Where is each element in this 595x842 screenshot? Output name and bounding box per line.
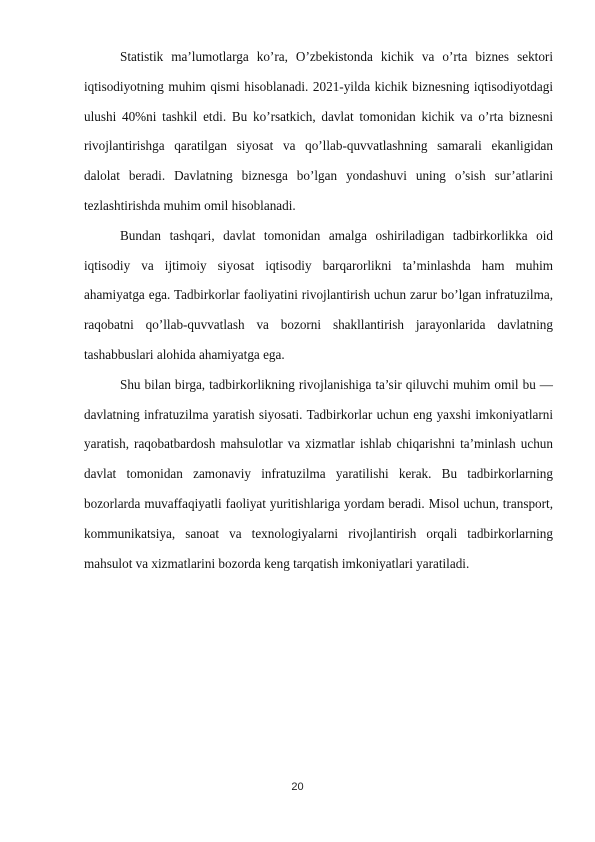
paragraph-1: Statistik ma’lumotlarga ko’ra, O’zbekistonda kichik va o’rta biznes sektori iqtisodiyotning muhim qismi hisoblanadi. 2021-yilda kichik biznesning iqtisodiyotdagi ulushi 40%ni tashkil etdi. Bu ko’rsatkich, davlat tomonidan kichik va o’rta biznesni rivojlantirishga qaratilgan siyosat va qo’llab-quvvatlashning samarali ekanligidan dalolat beradi. Davlatning biznesga bo’lgan yondashuvi uning o’sish sur’atlarini tezlashtirishda muhim omil hisoblanadi.: [84, 49, 553, 213]
paragraph-3: Shu bilan birga, tadbirkorlikning rivojlanishiga ta’sir qiluvchi muhim omil bu — davlatning infratuzilma yaratish siyosati. Tadbirkorlar uchun eng yaxshi imkoniyatlarni yaratish, raqobatbardosh mahsulotlar va xizmatlar ishlab chiqarishni ta’minlash uchun davlat tomonidan zamonaviy infratuzilma yaratilishi kerak. Bu tadbirkorlarning bozorlarda muvaffaqiyatli faoliyat yuritishlariga yordam beradi. Misol uchun, transport, kommunikatsiya, sanoat va texnologiyalarni rivojlantirish orqali tadbirkorlarning mahsulot va xizmatlarini bozorda keng tarqatish imkoniyatlari yaratiladi.: [84, 376, 553, 571]
page-number: 20: [291, 781, 304, 793]
body-text: [84, 42, 553, 578]
paragraph-2: Bundan tashqari, davlat tomonidan amalga oshiriladigan tadbirkorlikka oid iqtisodiy va ijtimoiy siyosat iqtisodiy barqarorlikni ta’minlashda ham muhim ahamiyatga ega. Tadbirkorlar faoliyatini rivojlantirish uchun zarur bo’lgan infratuzilma, raqobatni qo’llab-quvvatlash va bozorni shakllantirish jarayonlarida davlatning tashabbuslari alohida ahamiyatga ega.: [84, 227, 553, 362]
